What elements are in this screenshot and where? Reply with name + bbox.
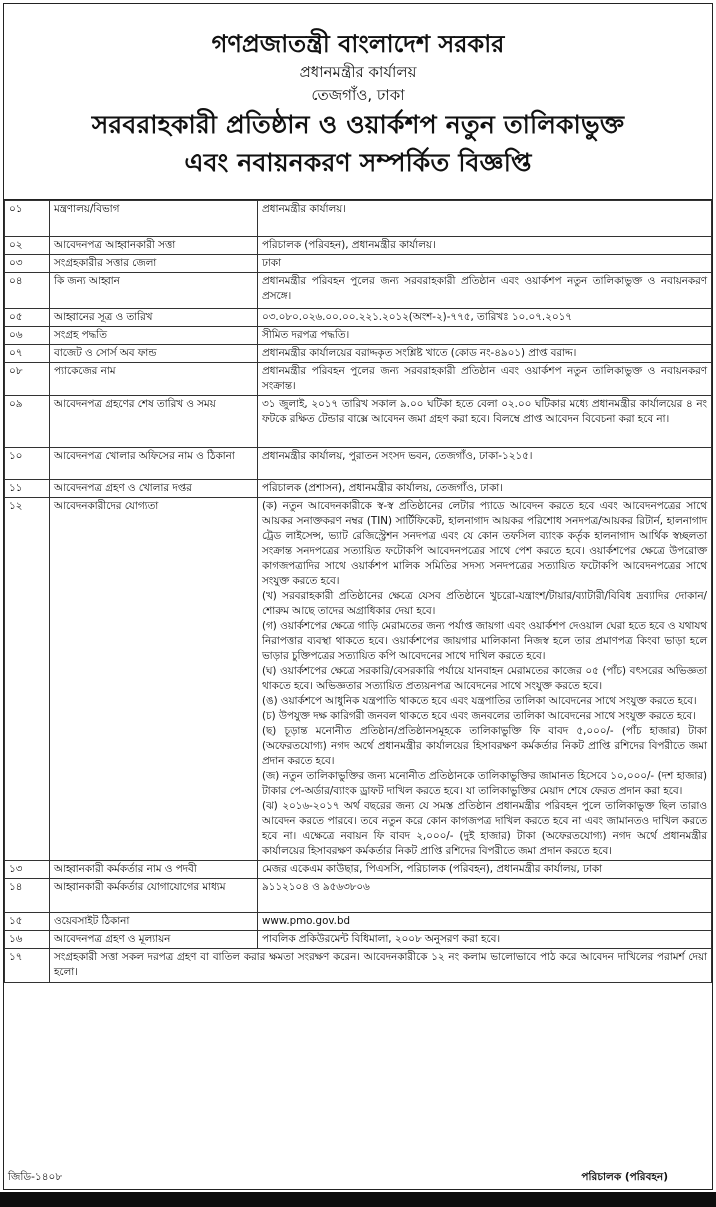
notice-footer [4, 1167, 712, 1189]
table-row [5, 201, 712, 237]
row-number: ১৪ [5, 879, 50, 913]
row-number: ১৭ [5, 949, 50, 983]
row-value: প্রধানমন্ত্রীর কার্যালয়ের বরাদ্দকৃত সংশ্লিষ্ট খাতে (কোড নং-৪৯০১) প্রাপ্ত বরাদ্দ। [258, 345, 712, 363]
row-value: পরিচালক (প্রশাসন), প্রধানমন্ত্রীর কার্যালয়, তেজগাঁও, ঢাকা। [258, 480, 712, 498]
row-value: প্রধানমন্ত্রীর কার্যালয়, পুরাতন সংসদ ভবন, তেজগাঁও, ঢাকা-১২১৫। [258, 448, 712, 480]
note-text: সংগ্রহকারী সত্তা সকল দরপত্র গ্রহণ বা বাতিল করার ক্ষমতা সংরক্ষণ করেন। আবেদনকারীকে ১২ নং কলাম ভালোভাবে পাঠ করে আবেদন দাখিলের পরামর্শ দেয়া হলো। [50, 949, 712, 983]
eligibility-clause: (ঝ) ২০১৬-২০১৭ অর্থ বছরের জন্য যে সমস্ত প্রতিষ্ঠান প্রধানমন্ত্রীর পরিবহন পুলে তালিকাভুক্ত ছিল তারাও আবেদন করতে পারবে। তবে নতুন করে কোন কাগজপত্র দাখিল করতে হবে না এবং জামানতও দাখিল করতে হবে না। এক্ষেত্রে নবায়ন ফি বাবদ ২,০০০/- (দুই হাজার) টাকা (অফেরতযোগ্য) নগদ অর্থে প্রধানমন্ত্রীর কার্যালয়ের হিসাবরক্ষণ কর্মকর্তার নিকট প্রাপ্তি রশিদের বিপরীতে জমা প্রদান করতে হবে। [262, 800, 707, 857]
table-row [5, 448, 712, 480]
notice-title-line2: এবং নবায়নকরণ সম্পর্কিত বিজ্ঞপ্তি [184, 148, 532, 177]
row-number: ০৮ [5, 363, 50, 396]
row-item: কি জন্য আহ্বান [50, 273, 258, 309]
row-value: প্রধানমন্ত্রীর পরিবহন পুলের জন্য সরবরাহকারী প্রতিষ্ঠান এবং ওয়ার্কশপ নতুন তালিকাভুক্ত ও নবায়নকরণ সংক্রান্ত। [258, 363, 712, 396]
row-item: আবেদনপত্র আহ্বানকারী সত্তা [50, 237, 258, 255]
row-item: সংগ্রহকারীর সত্তার জেলা [50, 255, 258, 273]
row-item: ওয়েবসাইট ঠিকানা [50, 913, 258, 931]
row-number: ০৪ [5, 273, 50, 309]
row-item: আহ্বানকারী কর্মকর্তার যোগাযোগের মাধ্যম [50, 879, 258, 913]
eligibility-conditions [258, 498, 712, 861]
row-number: ১৫ [5, 913, 50, 931]
row-number: ১৩ [5, 861, 50, 879]
eligibility-clause: (খ) সরবরাহকারী প্রতিষ্ঠানের ক্ষেত্রে যেসব প্রতিষ্ঠানে খুচরো-যন্ত্রাংশ/টায়ার/ব্যাটারী/বিবিধ দ্রব্যাদির দোকান/শোরুম আছে তাদের অগ্রাধিকার দেয়া হবে। [262, 590, 707, 617]
office-location: তেজগাঁও, ঢাকা [311, 86, 405, 104]
row-value: প্রধানমন্ত্রীর পরিবহন পুলের জন্য সরবরাহকারী প্রতিষ্ঠান এবং ওয়ার্কশপ নতুন তালিকাভুক্ত ও নবায়নকরণ প্রসঙ্গে। [258, 273, 712, 309]
row-item: আবেদনপত্র গ্রহণ ও খোলার দপ্তর [50, 480, 258, 498]
row-item: আবেদনপত্র গ্রহণ ও মূল্যায়ন [50, 931, 258, 949]
table-row [5, 255, 712, 273]
eligibility-clause: (ক) নতুন আবেদনকারীকে স্ব-স্ব প্রতিষ্ঠানের লেটার প্যাডে আবেদন করতে হবে এবং আবেদনপত্রের সাথে আয়কর সনাক্তকরণ নম্বর (TIN) সার্টিফিকেট, হালনাগাদ আয়কর পরিশোধ সনদপত্র/আয়কর রিটার্ন, হালনাগাদ ট্রেড লাইসেন্স, ভ্যাট রেজিস্ট্রেশন সনদপত্র এবং যে কোন তফসিল ব্যাংক কর্তৃক হালনাগাদ আর্থিক স্বচ্ছলতা সংক্রান্ত সনদপত্রের সত্যায়িত ফটোকপি আবেদনপত্রের সাথে পেশ করতে হবে। ওয়ার্কশপের ক্ষেত্রে উপরোক্ত কাগজপত্রাদির সাথে ওয়ার্কশপ মালিক সমিতির সদস্য সনদপত্রের সত্যায়িত ফটোকপি আবেদনপত্রের সাথে সংযুক্ত করতে হবে। [262, 500, 707, 587]
eligibility-clause: (জ) নতুন তালিকাভুক্তির জন্য মনোনীত প্রতিষ্ঠানকে তালিকাভুক্তির জামানত হিসেবে ১০,০০০/- (দশ হাজার) টাকার পে-অর্ডার/ব্যাংক ড্রাফট দাখিল করতে হবে। যা তালিকাভুক্তির মেয়াদ শেষে ফেরত প্রদান করা হবে। [262, 770, 707, 797]
eligibility-clause: (গ) ওয়ার্কশপের ক্ষেত্রে গাড়ি মেরামতের জন্য পর্যাপ্ত জায়গা এবং ওয়ার্কশপ দেওয়াল ঘেরা হতে হবে ও যথাযথ নিরাপত্তার ব্যবস্থা থাকতে হবে। ওয়ার্কশপের জায়গার মালিকানা নিজস্ব হলে তার প্রমাণপত্র কিংবা ভাড়া হলে ভাড়ার চুক্তিপত্রের সত্যায়িত কপি আবেদনের সাথে দাখিল করতে হবে। [262, 620, 707, 662]
bottom-bar [0, 1192, 716, 1207]
eligibility-clause: (ছ) চূড়ান্ত মনোনীত প্রতিষ্ঠান/প্রতিষ্ঠানসমূহকে তালিকাভুক্তি ফি বাবদ ৫,০০০/- (পাঁচ হাজার) টাকা (অফেরতযোগ্য) নগদ অর্থে প্রধানমন্ত্রীর কার্যালয়ের হিসাবরক্ষণ কর্মকর্তার নিকট প্রাপ্তি রশিদের বিপরীতে জমা প্রদান করতে হবে। [262, 725, 707, 767]
table-row [5, 396, 712, 448]
notice-title-line1: সরবরাহকারী প্রতিষ্ঠান ও ওয়ার্কশপ নতুন তালিকাভুক্ত [91, 110, 625, 139]
row-item: আবেদনপত্র খোলার অফিসের নাম ও ঠিকানা [50, 448, 258, 480]
note-row [5, 949, 712, 983]
office-name: প্রধানমন্ত্রীর কার্যালয় [299, 63, 417, 81]
row-number: ১১ [5, 480, 50, 498]
table-row [5, 309, 712, 327]
table-row [5, 363, 712, 396]
table-row [5, 931, 712, 949]
row-item: আহ্বানের সূত্র ও তারিখ [50, 309, 258, 327]
row-value: পরিচালক (পরিবহন), প্রধানমন্ত্রীর কার্যালয়। [258, 237, 712, 255]
reference-code: জিডি-১৪০৮ [8, 1171, 63, 1183]
row-item: সংগ্রহ পদ্ধতি [50, 327, 258, 345]
row-value: ৩১ জুলাই, ২০১৭ তারিখ সকাল ৯.০০ ঘটিকা হতে বেলা ০২.০০ ঘটিকার মধ্যে প্রধানমন্ত্রীর কার্যালয়ের ৪ নং ফটকে রক্ষিত টেন্ডার বাক্সে আবেদন জমা গ্রহণ করা হবে। বিলম্বে প্রাপ্ত আবেদন বিবেচনা করা হবে না। [258, 396, 712, 448]
row-value: পাবলিক প্রকিউরমেন্ট বিধিমালা, ২০০৮ অনুসরণ করা হবে। [258, 931, 712, 949]
row-item: আবেদনপত্র গ্রহণের শেষ তারিখ ও সময় [50, 396, 258, 448]
table-row [5, 913, 712, 931]
row-number: ০৬ [5, 327, 50, 345]
notice-header [4, 4, 712, 200]
row-item: বাজেট ও সোর্স অব ফান্ড [50, 345, 258, 363]
table-row [5, 273, 712, 309]
row-number: ০১ [5, 201, 50, 237]
row-value: প্রধানমন্ত্রীর কার্যালয়। [258, 201, 712, 237]
row-number: ০৯ [5, 396, 50, 448]
row-number: ১৬ [5, 931, 50, 949]
notice-table [4, 200, 712, 983]
row-value: সীমিত দরপত্র পদ্ধতি। [258, 327, 712, 345]
eligibility-row [5, 498, 712, 861]
signatory: পরিচালক (পরিবহন) [581, 1171, 668, 1183]
table-row [5, 861, 712, 879]
table-row [5, 327, 712, 345]
eligibility-clause: (চ) উপযুক্ত দক্ষ কারিগরী জনবল থাকতে হবে এবং জনবলের তালিকা আবেদনের সাথে সংযুক্ত করতে হবে। [262, 710, 696, 722]
row-item: মন্ত্রণালয়/বিভাগ [50, 201, 258, 237]
row-value: ০৩.০৮০.০২৬.০০.০০.২২১.২০১২(অংশ-২)-৭৭৫, তারিখঃ ১০.০৭.২০১৭ [258, 309, 712, 327]
eligibility-clause: (ঘ) ওয়ার্কশপের ক্ষেত্রে সরকারি/বেসরকারি পর্যায়ে যানবাহন মেরামতের কাজের ০৫ (পাঁচ) বৎসরের অভিজ্ঞতা থাকতে হবে। অভিজ্ঞতার সত্যায়িত প্রত্যয়নপত্র আবেদনের সাথে সংযুক্ত করতে হবে। [262, 665, 707, 692]
table-row [5, 879, 712, 913]
row-item: আবেদনকারীদের যোগ্যতা [50, 498, 258, 861]
row-item: প্যাকেজের নাম [50, 363, 258, 396]
notice-page [3, 3, 713, 1190]
eligibility-clause: (ঙ) ওয়ার্কশপে আধুনিক যন্ত্রপাতি থাকতে হবে এবং যন্ত্রপাতির তালিকা আবেদনের সাথে সংযুক্ত করতে হবে। [262, 695, 697, 707]
row-number: ০৩ [5, 255, 50, 273]
table-row [5, 480, 712, 498]
row-number: ০৫ [5, 309, 50, 327]
table-row [5, 237, 712, 255]
row-number: ০২ [5, 237, 50, 255]
row-value: মেজর একেএম কাউছার, পিএসসি, পরিচালক (পরিবহন), প্রধানমন্ত্রীর কার্যালয়, ঢাকা [258, 861, 712, 879]
table-row [5, 345, 712, 363]
row-item: আহ্বানকারী কর্মকর্তার নাম ও পদবী [50, 861, 258, 879]
row-value: ৯১১২১০৪ ও ৯৫৬৩৮০৬ [258, 879, 712, 913]
website-link[interactable]: www.pmo.gov.bd [258, 913, 712, 931]
row-number: ১০ [5, 448, 50, 480]
row-number: ১২ [5, 498, 50, 861]
row-value: ঢাকা [258, 255, 712, 273]
government-name: গণপ্রজাতন্ত্রী বাংলাদেশ সরকার [211, 30, 505, 58]
row-number: ০৭ [5, 345, 50, 363]
